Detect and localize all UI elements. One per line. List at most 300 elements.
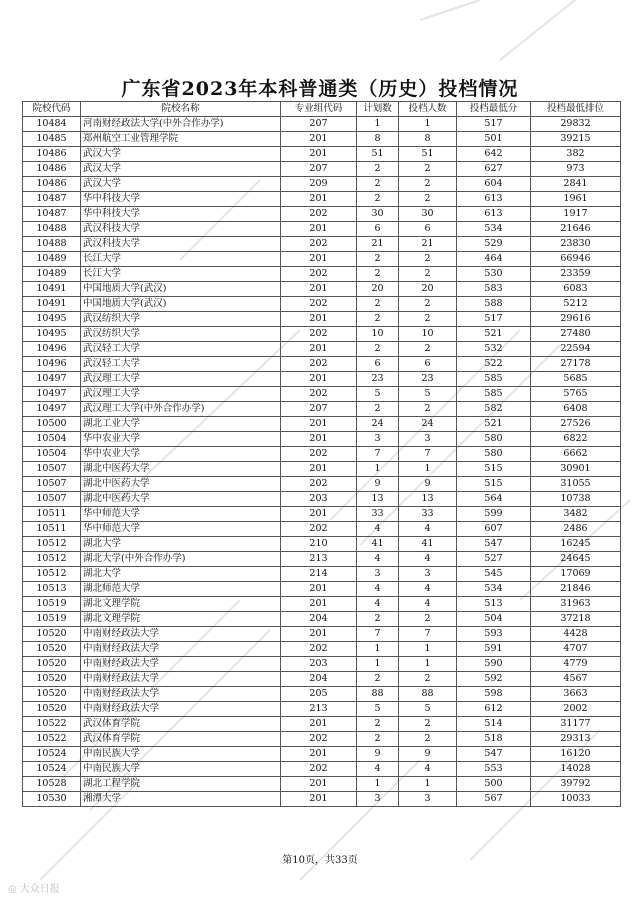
cell-min-score: 513 [457,597,531,612]
cell-school-name: 郑州航空工业管理学院 [81,132,281,147]
brand-logo-icon: ◎ [8,884,17,895]
cell-min-rank: 16120 [531,747,621,762]
cell-min-rank: 31177 [531,717,621,732]
cell-min-rank: 39792 [531,777,621,792]
table-row [23,147,621,162]
table-row [23,552,621,567]
cell-min-rank: 6408 [531,402,621,417]
cell-min-score: 527 [457,552,531,567]
cell-school-code: 10486 [23,162,81,177]
table-row [23,282,621,297]
header-school-code: 院校代码 [23,102,81,117]
cell-school-code: 10512 [23,552,81,567]
cell-min-score: 588 [457,297,531,312]
cell-group-code: 201 [281,582,357,597]
cell-min-score: 627 [457,162,531,177]
cell-school-code: 10495 [23,327,81,342]
cell-group-code: 214 [281,567,357,582]
cell-group-code: 202 [281,477,357,492]
cell-min-rank: 10033 [531,792,621,807]
cell-school-name: 华中科技大学 [81,207,281,222]
cell-group-code: 202 [281,762,357,777]
header-plan-count: 计划数 [357,102,399,117]
cell-plan-count: 4 [357,762,399,777]
cell-min-rank: 6822 [531,432,621,447]
cell-school-code: 10522 [23,732,81,747]
cell-admitted-count: 10 [399,327,457,342]
cell-admitted-count: 2 [399,312,457,327]
cell-group-code: 202 [281,522,357,537]
cell-min-score: 642 [457,147,531,162]
cell-min-score: 553 [457,762,531,777]
cell-admitted-count: 2 [399,177,457,192]
cell-school-name: 中国地质大学(武汉) [81,282,281,297]
cell-school-code: 10489 [23,267,81,282]
cell-group-code: 213 [281,702,357,717]
cell-school-name: 中南财经政法大学 [81,657,281,672]
cell-min-rank: 4707 [531,642,621,657]
cell-min-rank: 23830 [531,237,621,252]
cell-group-code: 207 [281,162,357,177]
cell-school-code: 10487 [23,207,81,222]
table-row [23,477,621,492]
cell-plan-count: 2 [357,252,399,267]
table-row [23,207,621,222]
cell-school-name: 中南财经政法大学 [81,627,281,642]
cell-school-name: 湖北师范大学 [81,582,281,597]
table-row [23,657,621,672]
cell-group-code: 201 [281,717,357,732]
cell-school-code: 10513 [23,582,81,597]
cell-group-code: 202 [281,387,357,402]
cell-min-score: 585 [457,372,531,387]
table-row [23,627,621,642]
page-footer: 第10页，共33页 [282,855,358,866]
cell-admitted-count: 2 [399,342,457,357]
cell-min-rank: 6662 [531,447,621,462]
cell-plan-count: 2 [357,717,399,732]
cell-school-name: 中南财经政法大学 [81,687,281,702]
cell-min-score: 583 [457,282,531,297]
cell-school-name: 湖北大学 [81,537,281,552]
cell-school-name: 武汉大学 [81,147,281,162]
cell-school-code: 10507 [23,492,81,507]
cell-admitted-count: 21 [399,237,457,252]
header-school-name: 院校名称 [81,102,281,117]
cell-min-score: 532 [457,342,531,357]
cell-plan-count: 2 [357,297,399,312]
table-row [23,192,621,207]
cell-school-code: 10512 [23,537,81,552]
cell-school-name: 华中师范大学 [81,507,281,522]
table-row [23,177,621,192]
cell-group-code: 201 [281,147,357,162]
cell-min-rank: 23359 [531,267,621,282]
cell-min-rank: 27526 [531,417,621,432]
cell-school-name: 中南财经政法大学 [81,702,281,717]
table-row [23,687,621,702]
cell-min-score: 514 [457,717,531,732]
cell-group-code: 202 [281,297,357,312]
cell-min-score: 547 [457,537,531,552]
cell-admitted-count: 33 [399,507,457,522]
table-row [23,252,621,267]
cell-min-rank: 5765 [531,387,621,402]
cell-school-name: 中南民族大学 [81,762,281,777]
cell-min-score: 613 [457,207,531,222]
cell-plan-count: 2 [357,612,399,627]
cell-plan-count: 2 [357,192,399,207]
cell-plan-count: 9 [357,747,399,762]
table-row [23,492,621,507]
cell-school-code: 10487 [23,192,81,207]
table-row [23,537,621,552]
cell-admitted-count: 1 [399,777,457,792]
cell-plan-count: 1 [357,462,399,477]
cell-plan-count: 6 [357,357,399,372]
header-group-code: 专业组代码 [281,102,357,117]
cell-group-code: 213 [281,552,357,567]
cell-min-rank: 39215 [531,132,621,147]
cell-min-rank: 5212 [531,297,621,312]
cell-school-code: 10520 [23,672,81,687]
cell-group-code: 202 [281,237,357,252]
cell-school-code: 10497 [23,387,81,402]
cell-min-score: 547 [457,747,531,762]
cell-min-rank: 29616 [531,312,621,327]
cell-school-name: 湖北工业大学 [81,417,281,432]
cell-group-code: 201 [281,222,357,237]
cell-min-rank: 5685 [531,372,621,387]
cell-plan-count: 3 [357,792,399,807]
cell-school-code: 10524 [23,762,81,777]
table-row [23,312,621,327]
cell-group-code: 201 [281,747,357,762]
table-row [23,342,621,357]
cell-group-code: 204 [281,672,357,687]
cell-school-name: 华中科技大学 [81,192,281,207]
cell-admitted-count: 6 [399,222,457,237]
table-row [23,417,621,432]
cell-school-name: 武汉体育学院 [81,732,281,747]
table-row [23,297,621,312]
cell-plan-count: 4 [357,522,399,537]
cell-plan-count: 2 [357,267,399,282]
cell-min-rank: 2841 [531,177,621,192]
table-row [23,582,621,597]
cell-min-rank: 27178 [531,357,621,372]
cell-min-rank: 29313 [531,732,621,747]
cell-plan-count: 33 [357,507,399,522]
table-row [23,327,621,342]
cell-admitted-count: 4 [399,597,457,612]
table-row [23,672,621,687]
cell-min-score: 534 [457,582,531,597]
cell-group-code: 203 [281,492,357,507]
cell-school-name: 河南财经政法大学(中外合作办学) [81,117,281,132]
cell-school-code: 10485 [23,132,81,147]
cell-admitted-count: 24 [399,417,457,432]
cell-min-rank: 22594 [531,342,621,357]
cell-school-code: 10520 [23,657,81,672]
cell-admitted-count: 23 [399,372,457,387]
cell-plan-count: 24 [357,417,399,432]
cell-school-code: 10491 [23,297,81,312]
cell-group-code: 202 [281,357,357,372]
cell-school-code: 10497 [23,402,81,417]
cell-group-code: 207 [281,117,357,132]
cell-admitted-count: 4 [399,522,457,537]
cell-school-name: 中南财经政法大学 [81,672,281,687]
cell-admitted-count: 9 [399,747,457,762]
cell-min-score: 580 [457,447,531,462]
cell-group-code: 202 [281,642,357,657]
cell-school-code: 10507 [23,462,81,477]
cell-school-name: 中南财经政法大学 [81,642,281,657]
cell-plan-count: 20 [357,282,399,297]
table-row [23,357,621,372]
cell-min-rank: 973 [531,162,621,177]
cell-min-rank: 4428 [531,627,621,642]
table-row [23,747,621,762]
cell-group-code: 201 [281,372,357,387]
cell-school-name: 武汉理工大学 [81,372,281,387]
cell-min-score: 518 [457,732,531,747]
cell-admitted-count: 1 [399,462,457,477]
cell-school-code: 10512 [23,567,81,582]
cell-school-name: 武汉大学 [81,162,281,177]
cell-plan-count: 1 [357,642,399,657]
cell-min-rank: 17069 [531,567,621,582]
cell-plan-count: 88 [357,687,399,702]
cell-min-score: 522 [457,357,531,372]
cell-school-name: 华中农业大学 [81,432,281,447]
cell-min-rank: 6083 [531,282,621,297]
table-row [23,222,621,237]
cell-min-rank: 31963 [531,597,621,612]
cell-school-name: 武汉轻工大学 [81,342,281,357]
cell-plan-count: 23 [357,372,399,387]
cell-admitted-count: 2 [399,717,457,732]
cell-min-score: 599 [457,507,531,522]
cell-min-score: 545 [457,567,531,582]
cell-admitted-count: 3 [399,792,457,807]
table-row [23,702,621,717]
cell-school-name: 长江大学 [81,267,281,282]
cell-min-score: 464 [457,252,531,267]
cell-school-code: 10486 [23,147,81,162]
cell-min-rank: 14028 [531,762,621,777]
cell-min-rank: 3482 [531,507,621,522]
cell-admitted-count: 3 [399,432,457,447]
cell-group-code: 207 [281,402,357,417]
cell-min-score: 590 [457,657,531,672]
page-title: 广东省2023年本科普通类（历史）投档情况 [121,78,519,100]
cell-school-code: 10491 [23,282,81,297]
cell-school-name: 湖北大学(中外合作办学) [81,552,281,567]
cell-plan-count: 3 [357,567,399,582]
cell-admitted-count: 2 [399,612,457,627]
cell-plan-count: 41 [357,537,399,552]
table-row [23,762,621,777]
cell-school-code: 10489 [23,252,81,267]
cell-min-rank: 1961 [531,192,621,207]
cell-admitted-count: 1 [399,657,457,672]
cell-admitted-count: 5 [399,387,457,402]
cell-min-score: 515 [457,462,531,477]
cell-admitted-count: 13 [399,492,457,507]
cell-group-code: 201 [281,252,357,267]
brand-watermark [8,880,60,895]
cell-plan-count: 2 [357,402,399,417]
cell-min-score: 591 [457,642,531,657]
cell-min-rank: 21646 [531,222,621,237]
cell-min-score: 501 [457,132,531,147]
cell-plan-count: 51 [357,147,399,162]
cell-group-code: 201 [281,462,357,477]
cell-group-code: 201 [281,432,357,447]
cell-school-code: 10519 [23,597,81,612]
cell-school-name: 武汉理工大学(中外合作办学) [81,402,281,417]
cell-school-code: 10524 [23,747,81,762]
cell-plan-count: 2 [357,342,399,357]
cell-plan-count: 4 [357,552,399,567]
cell-school-code: 10496 [23,342,81,357]
cell-min-score: 580 [457,432,531,447]
cell-school-name: 华中农业大学 [81,447,281,462]
cell-group-code: 201 [281,312,357,327]
cell-min-score: 529 [457,237,531,252]
cell-school-name: 湖北文理学院 [81,597,281,612]
cell-min-score: 534 [457,222,531,237]
cell-group-code: 201 [281,192,357,207]
cell-group-code: 201 [281,282,357,297]
cell-min-rank: 4779 [531,657,621,672]
cell-group-code: 201 [281,342,357,357]
cell-group-code: 205 [281,687,357,702]
cell-admitted-count: 1 [399,117,457,132]
cell-school-code: 10522 [23,717,81,732]
cell-group-code: 201 [281,132,357,147]
cell-min-score: 517 [457,312,531,327]
cell-min-score: 517 [457,117,531,132]
cell-admitted-count: 4 [399,552,457,567]
cell-school-code: 10528 [23,777,81,792]
cell-plan-count: 5 [357,702,399,717]
cell-group-code: 202 [281,447,357,462]
cell-group-code: 201 [281,792,357,807]
cell-min-score: 592 [457,672,531,687]
table-body [23,117,621,807]
cell-school-code: 10500 [23,417,81,432]
cell-min-score: 585 [457,387,531,402]
cell-plan-count: 30 [357,207,399,222]
cell-plan-count: 2 [357,177,399,192]
cell-plan-count: 7 [357,627,399,642]
table-row [23,387,621,402]
table-row [23,612,621,627]
cell-min-score: 564 [457,492,531,507]
cell-plan-count: 2 [357,312,399,327]
table-row [23,447,621,462]
table-row [23,267,621,282]
cell-min-rank: 31055 [531,477,621,492]
cell-plan-count: 2 [357,672,399,687]
cell-min-score: 521 [457,327,531,342]
cell-school-code: 10507 [23,477,81,492]
cell-school-name: 湖北文理学院 [81,612,281,627]
cell-school-name: 武汉理工大学 [81,387,281,402]
table-row [23,462,621,477]
cell-school-code: 10511 [23,522,81,537]
table-row [23,792,621,807]
cell-admitted-count: 2 [399,672,457,687]
cell-admitted-count: 88 [399,687,457,702]
cell-admitted-count: 30 [399,207,457,222]
cell-admitted-count: 2 [399,192,457,207]
cell-school-code: 10484 [23,117,81,132]
table-row [23,777,621,792]
cell-admitted-count: 6 [399,357,457,372]
cell-school-code: 10497 [23,372,81,387]
cell-school-code: 10519 [23,612,81,627]
cell-group-code: 210 [281,537,357,552]
cell-group-code: 209 [281,177,357,192]
cell-admitted-count: 41 [399,537,457,552]
cell-plan-count: 7 [357,447,399,462]
cell-school-code: 10486 [23,177,81,192]
table-header-row [23,102,621,117]
cell-admitted-count: 51 [399,147,457,162]
table-row [23,372,621,387]
cell-school-name: 长江大学 [81,252,281,267]
table-row [23,402,621,417]
cell-group-code: 202 [281,327,357,342]
cell-group-code: 202 [281,207,357,222]
cell-min-rank: 37218 [531,612,621,627]
cell-min-rank: 16245 [531,537,621,552]
cell-admitted-count: 2 [399,252,457,267]
cell-plan-count: 1 [357,777,399,792]
cell-plan-count: 2 [357,732,399,747]
cell-admitted-count: 2 [399,297,457,312]
cell-min-rank: 66946 [531,252,621,267]
table-row [23,117,621,132]
table-row [23,642,621,657]
cell-school-name: 武汉大学 [81,177,281,192]
admission-table [22,101,621,807]
cell-school-name: 湖北中医药大学 [81,492,281,507]
header-admitted-count: 投档人数 [399,102,457,117]
table-row [23,567,621,582]
table-row [23,507,621,522]
table-row [23,597,621,612]
cell-plan-count: 9 [357,477,399,492]
cell-group-code: 201 [281,417,357,432]
cell-admitted-count: 7 [399,447,457,462]
cell-school-code: 10504 [23,432,81,447]
cell-min-rank: 21846 [531,582,621,597]
cell-plan-count: 21 [357,237,399,252]
cell-school-code: 10496 [23,357,81,372]
cell-school-code: 10495 [23,312,81,327]
cell-school-name: 中国地质大学(武汉) [81,297,281,312]
cell-group-code: 202 [281,267,357,282]
cell-group-code: 201 [281,627,357,642]
cell-school-code: 10520 [23,642,81,657]
table-row [23,237,621,252]
cell-school-name: 湖北中医药大学 [81,462,281,477]
